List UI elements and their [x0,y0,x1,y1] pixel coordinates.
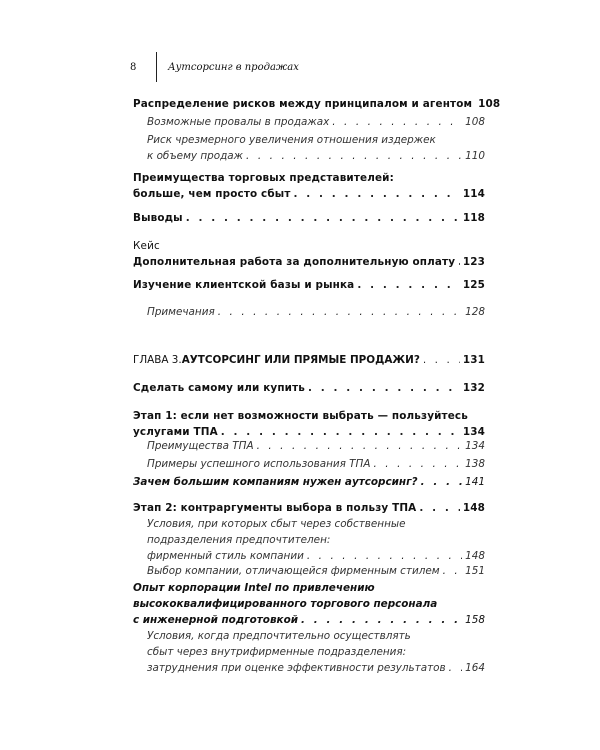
toc-entry-title: к объему продаж [147,150,244,162]
toc-entry-title: с инженерной подготовкой [133,614,298,626]
toc-entry [133,500,485,516]
toc-entry-title: услугами ТПА [133,426,218,438]
toc-entry-title: АУТСОРСИНГ ИЛИ ПРЯМЫЕ ПРОДАЖИ? [181,354,420,366]
leader-dots [257,438,463,454]
toc-entry [133,580,485,628]
toc-entry [133,96,501,112]
toc-entry-page: 114 [462,188,485,200]
toc-entry-page: 118 [462,212,485,224]
toc-entry-page: 141 [465,476,485,488]
toc-entry-page: 134 [462,426,485,438]
leader-dots [246,148,462,164]
toc-entry-page: 110 [465,150,485,162]
toc-entry-page: 108 [478,98,501,110]
running-title: Аутсорсинг в продажах [168,62,299,73]
page-number: 8 [130,62,137,73]
toc-entry [133,210,485,226]
toc-entry-page: 151 [465,565,485,577]
toc-entry-title: затруднения при оценке эффективности результатов [147,662,446,674]
toc-subentry [133,628,485,676]
toc-entry-title-line: Риск чрезмерного увеличения отношения издержек [147,134,436,146]
toc-entry-page: 131 [462,354,485,366]
leader-dots [307,548,462,564]
leader-dots [357,277,460,293]
toc-entry-title: Изучение клиентской базы и рынка [133,279,355,291]
toc-entry-page: 128 [465,306,485,318]
toc-entry [133,170,485,202]
toc-entry-title: Сделать самому или купить [133,382,305,394]
toc-entry-page: 134 [465,440,485,452]
toc-subentry [133,132,485,164]
toc-entry-title: Дополнительная работа за дополнительную оплату [133,256,456,268]
leader-dots [419,500,459,516]
toc-subentry [133,114,485,130]
toc-entry-title-line: Преимущества торговых представителей: [133,172,394,184]
leader-dots [449,660,463,676]
toc-entry-page: 138 [465,458,485,470]
toc-entry-title: Выводы [133,212,183,224]
toc-entry-page: 123 [462,256,485,268]
leader-dots [332,114,462,130]
toc-subentry [133,456,485,472]
toc-entry-title: больше, чем просто сбыт [133,188,291,200]
toc-entry-title-line: Этап 1: если нет возможности выбрать — пользуйтесь [133,410,468,422]
toc-subentry [133,438,485,454]
toc-entry-page: 125 [462,279,485,291]
toc-entry-title: Возможные провалы в продажах [147,116,330,128]
toc-entry-title: Зачем большим компаниям нужен аутсорсинг? [133,476,418,488]
toc-subentry [133,563,485,579]
toc-entry [133,408,485,440]
toc-entry-title: фирменный стиль компании [147,550,304,562]
toc-entry-title: Распределение рисков между принципалом и агентом [133,98,473,110]
toc-entry-page: 158 [465,614,485,626]
toc-entry-title: Этап 2: контраргументы выбора в пользу ТПА [133,502,417,514]
toc-chapter [133,352,485,368]
toc-entry [133,380,485,396]
leader-dots [218,304,462,320]
leader-dots [308,380,460,396]
toc-entry-title: Примеры успешного использования ТПА [147,458,371,470]
chapter-label: ГЛАВА 3. [133,354,182,366]
toc-entry [133,474,485,490]
toc-entry-title-line: Опыт корпорации Intel по привлечению [133,582,375,594]
toc-entry [133,277,485,293]
toc-entry-page: 132 [462,382,485,394]
leader-dots [186,210,460,226]
toc-entry-title-line: сбыт через внутрифирменные подразделения: [147,646,407,658]
toc-entry-title-line: подразделения предпочтителен: [147,534,331,546]
header-divider [156,52,157,82]
leader-dots [423,352,460,368]
toc-subentry [133,304,485,320]
toc-entry-title: Примечания [147,306,215,318]
toc-entry-title: Выбор компании, отличающейся фирменным стилем [147,565,440,577]
leader-dots [421,474,463,490]
toc-entry-title-line: высококвалифицированного торгового персонала [133,598,438,610]
leader-dots [443,563,463,579]
toc-entry-title-line: Условия, при которых сбыт через собственные [147,518,406,530]
toc-entry-page: 148 [462,502,485,514]
toc-entry-page: 164 [465,662,485,674]
leader-dots [373,456,462,472]
leader-dots [294,186,460,202]
toc-subentry [133,516,485,564]
leader-dots [458,254,460,270]
toc-entry-page: 148 [465,550,485,562]
leader-dots [301,612,462,628]
toc-entry-title: Преимущества ТПА [147,440,254,452]
toc-entry-page: 108 [465,116,485,128]
toc-entry [133,238,485,270]
case-label: Кейс [133,240,160,252]
toc-entry-title-line: Условия, когда предпочтительно осуществлять [147,630,411,642]
